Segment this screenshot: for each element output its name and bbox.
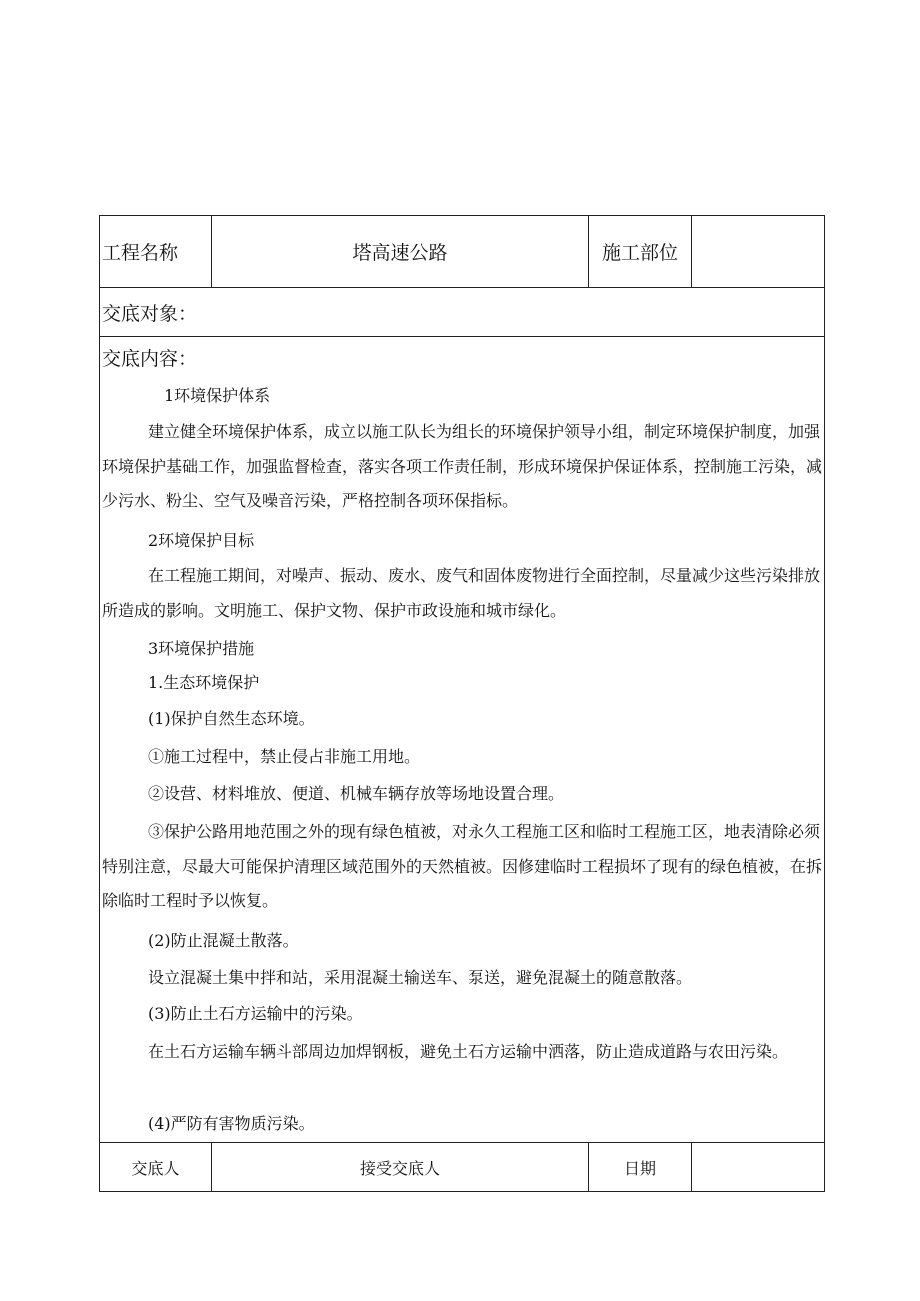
section-heading: 1环境保护体系	[164, 386, 271, 405]
disclosure-target-label: 交底对象：	[102, 302, 198, 325]
list-item: (3)防止土石方运输中的污染。	[148, 1004, 363, 1023]
section-heading: 2环境保护目标	[148, 531, 255, 550]
paragraph: 在土石方运输车辆斗部周边加焊钢板，避免土石方运输中洒落，防止造成道路与农田污染。	[148, 1042, 789, 1061]
date-value	[692, 1143, 824, 1192]
construction-part-label: 施工部位	[601, 242, 678, 264]
construction-part-value	[692, 216, 824, 287]
section-heading: 3环境保护措施	[148, 639, 255, 658]
project-name-value: 塔高速公路	[352, 242, 448, 264]
discloser-label: 交底人	[131, 1159, 180, 1178]
project-name-label: 工程名称	[102, 242, 179, 264]
paragraph: ③保护公路用地范围之外的现有绿色植被，对永久工程施工区和临时工程施工区，地表清除必须特别注意，尽最大可能保护清理区域范围外的天然植被。因修建临时工程损坏了现有的绿色植被，在拆除临时工程时予以恢复。	[102, 822, 823, 910]
list-item: (1)保护自然生态环境。	[148, 709, 315, 728]
list-item: ②设营、材料堆放、便道、机械车辆存放等场地设置合理。	[148, 784, 565, 803]
date-label: 日期	[623, 1159, 656, 1178]
receiver-label: 接受交底人	[359, 1159, 440, 1178]
list-item: (2)防止混凝土散落。	[148, 931, 299, 950]
disclosure-content-label: 交底内容：	[102, 347, 198, 370]
disclosure-form	[99, 215, 825, 1192]
paragraph: 在工程施工期间，对噪声、振动、废水、废气和固体废物进行全面控制，尽量减少这些污染排放所造成的影响。文明施工、保护文物、保护市政设施和城市绿化。	[102, 566, 821, 620]
subsection-heading: 1.生态环境保护	[148, 673, 260, 692]
paragraph: 建立健全环境保护体系，成立以施工队长为组长的环境保护领导小组，制定环境保护制度，加强环境保护基础工作，加强监督检查，落实各项工作责任制，形成环境保护保证体系，控制施工污染，减少污水、粉尘、空气及噪音污染，严格控制各项环保指标。	[102, 422, 823, 510]
paragraph: 设立混凝土集中拌和站，采用混凝土输送车、泵送，避免混凝土的随意散落。	[148, 968, 693, 987]
list-item: ①施工过程中，禁止侵占非施工用地。	[148, 747, 421, 766]
list-item: (4)严防有害物质污染。	[148, 1114, 315, 1133]
